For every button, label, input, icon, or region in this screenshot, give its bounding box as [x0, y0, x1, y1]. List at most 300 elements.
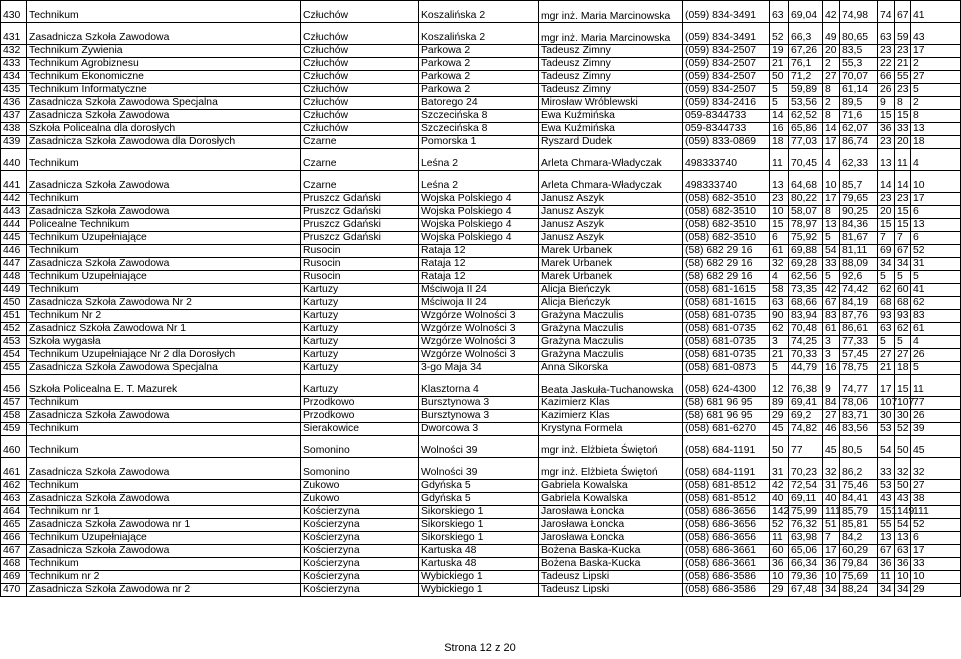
cell-value-1: 52	[770, 519, 789, 532]
cell-value-4: 86,2	[840, 458, 878, 480]
cell-school-name: Technikum nr 2	[27, 571, 301, 584]
cell-city: Człuchów	[301, 110, 419, 123]
cell-school-name: Technikum Nr 2	[27, 310, 301, 323]
table-row	[1, 149, 961, 171]
cell-director: Alicja Bieńczyk	[539, 297, 683, 310]
cell-value-6: 21	[895, 58, 911, 71]
cell-value-6: 93	[895, 310, 911, 323]
cell-school-name: Technikum nr 1	[27, 506, 301, 519]
cell-value-4: 83,71	[840, 410, 878, 423]
cell-school-name: Zasadnicza Szkoła Zawodowa	[27, 258, 301, 271]
cell-value-5: 63	[878, 23, 895, 45]
cell-row-number: 460	[1, 436, 27, 458]
cell-city: Kartuzy	[301, 362, 419, 375]
cell-value-3: 17	[823, 136, 840, 149]
cell-phone: (058) 681-6270	[683, 423, 770, 436]
cell-value-5: 5	[878, 271, 895, 284]
table-row	[1, 571, 961, 584]
cell-value-4: 74,42	[840, 284, 878, 297]
cell-school-name: Technikum	[27, 480, 301, 493]
table-row	[1, 71, 961, 84]
cell-director: Jarosława Łoncka	[539, 506, 683, 519]
cell-row-number: 466	[1, 532, 27, 545]
cell-phone: (058) 684-1191	[683, 458, 770, 480]
cell-director: Janusz Aszyk	[539, 219, 683, 232]
cell-value-4: 84,19	[840, 297, 878, 310]
cell-school-name: Zasadnicza Szkoła Zawodowa	[27, 171, 301, 193]
table-row	[1, 336, 961, 349]
cell-value-3: 33	[823, 258, 840, 271]
cell-phone: (059) 834-3491	[683, 1, 770, 23]
cell-director: Janusz Aszyk	[539, 232, 683, 245]
cell-value-6: 62	[895, 323, 911, 336]
cell-value-7: 18	[911, 136, 961, 149]
cell-director: Tadeusz Lipski	[539, 584, 683, 597]
cell-value-4: 87,76	[840, 310, 878, 323]
cell-value-4: 90,25	[840, 206, 878, 219]
cell-city: Żukowo	[301, 493, 419, 506]
cell-value-5: 17	[878, 375, 895, 397]
cell-city: Rusocin	[301, 271, 419, 284]
cell-value-1: 10	[770, 206, 789, 219]
cell-value-2: 62,56	[789, 271, 823, 284]
cell-value-3: 2	[823, 97, 840, 110]
cell-value-6: 10	[895, 571, 911, 584]
table-row	[1, 584, 961, 597]
cell-address: Parkowa 2	[419, 84, 539, 97]
cell-value-6: 8	[895, 97, 911, 110]
cell-phone: 059-8344733	[683, 123, 770, 136]
cell-row-number: 465	[1, 519, 27, 532]
cell-value-2: 69,88	[789, 245, 823, 258]
cell-value-7: 32	[911, 458, 961, 480]
cell-director: Grażyna Maczulis	[539, 349, 683, 362]
cell-value-1: 5	[770, 362, 789, 375]
cell-phone: (58) 681 96 95	[683, 410, 770, 423]
cell-value-5: 74	[878, 1, 895, 23]
cell-value-1: 18	[770, 136, 789, 149]
cell-address: Parkowa 2	[419, 71, 539, 84]
cell-value-2: 70,33	[789, 349, 823, 362]
cell-value-2: 62,52	[789, 110, 823, 123]
cell-director: Marek Urbanek	[539, 258, 683, 271]
cell-value-7: 61	[911, 323, 961, 336]
cell-value-3: 5	[823, 271, 840, 284]
cell-value-4: 88,09	[840, 258, 878, 271]
cell-value-2: 66,3	[789, 23, 823, 45]
cell-value-1: 50	[770, 436, 789, 458]
cell-value-3: 67	[823, 297, 840, 310]
cell-value-2: 74,25	[789, 336, 823, 349]
cell-phone: (059) 834-3491	[683, 23, 770, 45]
cell-value-1: 90	[770, 310, 789, 323]
cell-value-7: 13	[911, 123, 961, 136]
cell-school-name: Zasadnicza Szkoła Zawodowa nr 2	[27, 584, 301, 597]
cell-city: Przodkowo	[301, 410, 419, 423]
cell-value-5: 14	[878, 171, 895, 193]
cell-value-4: 85,81	[840, 519, 878, 532]
cell-value-7: 45	[911, 436, 961, 458]
cell-director: Tadeusz Zimny	[539, 84, 683, 97]
cell-value-1: 142	[770, 506, 789, 519]
cell-address: Szczecińska 8	[419, 123, 539, 136]
cell-value-1: 29	[770, 410, 789, 423]
cell-director: Kazimierz Klas	[539, 397, 683, 410]
cell-value-6: 15	[895, 110, 911, 123]
table-row	[1, 110, 961, 123]
cell-value-7: 41	[911, 1, 961, 23]
cell-address: Bursztynowa 3	[419, 397, 539, 410]
cell-value-6: 11	[895, 149, 911, 171]
cell-city: Kartuzy	[301, 284, 419, 297]
cell-city: Kościerzyna	[301, 545, 419, 558]
cell-value-4: 83,56	[840, 423, 878, 436]
cell-school-name: Technikum	[27, 1, 301, 23]
cell-value-3: 4	[823, 149, 840, 171]
cell-row-number: 456	[1, 375, 27, 397]
cell-school-name: Zasadnicza Szkoła Zawodowa Specjalna	[27, 362, 301, 375]
cell-value-7: 4	[911, 149, 961, 171]
table-row	[1, 171, 961, 193]
cell-address: Mściwoja II 24	[419, 297, 539, 310]
cell-row-number: 433	[1, 58, 27, 71]
cell-phone: (058) 686-3661	[683, 545, 770, 558]
cell-value-7: 33	[911, 558, 961, 571]
cell-value-6: 52	[895, 423, 911, 436]
cell-phone: (058) 681-0735	[683, 310, 770, 323]
cell-director: mgr inż. Elżbieta Świętoń	[539, 436, 683, 458]
cell-director: Jarosława Łoncka	[539, 519, 683, 532]
cell-value-5: 27	[878, 349, 895, 362]
cell-row-number: 435	[1, 84, 27, 97]
table-row	[1, 136, 961, 149]
cell-value-1: 45	[770, 423, 789, 436]
cell-director: Tadeusz Zimny	[539, 58, 683, 71]
cell-value-6: 149	[895, 506, 911, 519]
cell-value-1: 36	[770, 558, 789, 571]
cell-value-2: 76,32	[789, 519, 823, 532]
cell-value-4: 79,84	[840, 558, 878, 571]
cell-value-5: 69	[878, 245, 895, 258]
cell-school-name: Technikum Uzupełniające	[27, 532, 301, 545]
cell-value-3: 8	[823, 110, 840, 123]
cell-address: Wzgórze Wolności 3	[419, 323, 539, 336]
cell-city: Kartuzy	[301, 349, 419, 362]
cell-phone: (058) 686-3661	[683, 558, 770, 571]
table-row	[1, 271, 961, 284]
table-row	[1, 245, 961, 258]
cell-school-name: Szkoła Policealna dla dorosłych	[27, 123, 301, 136]
cell-city: Kościerzyna	[301, 506, 419, 519]
cell-value-2: 75,92	[789, 232, 823, 245]
cell-value-4: 88,24	[840, 584, 878, 597]
cell-value-5: 23	[878, 193, 895, 206]
cell-value-1: 29	[770, 584, 789, 597]
cell-value-3: 20	[823, 45, 840, 58]
cell-value-5: 22	[878, 58, 895, 71]
cell-value-7: 39	[911, 423, 961, 436]
table-row	[1, 123, 961, 136]
cell-school-name: Zasadnicza Szkoła Zawodowa nr 1	[27, 519, 301, 532]
cell-address: Wojska Polskiego 4	[419, 193, 539, 206]
cell-value-3: 3	[823, 349, 840, 362]
page-footer: Strona 12 z 20	[444, 642, 516, 654]
cell-city: Kościerzyna	[301, 571, 419, 584]
cell-value-7: 31	[911, 258, 961, 271]
cell-value-6: 59	[895, 23, 911, 45]
cell-value-5: 62	[878, 284, 895, 297]
cell-address: Koszalińska 2	[419, 23, 539, 45]
cell-value-1: 14	[770, 110, 789, 123]
cell-value-2: 77,03	[789, 136, 823, 149]
cell-phone: (58) 682 29 16	[683, 258, 770, 271]
cell-value-7: 38	[911, 493, 961, 506]
cell-value-7: 27	[911, 480, 961, 493]
table-row	[1, 84, 961, 97]
cell-value-1: 5	[770, 84, 789, 97]
cell-value-3: 17	[823, 193, 840, 206]
cell-value-5: 107	[878, 397, 895, 410]
cell-value-6: 63	[895, 545, 911, 558]
cell-value-6: 5	[895, 271, 911, 284]
cell-director: Krystyna Formela	[539, 423, 683, 436]
cell-director: Beata Jaskuła-Tuchanowska	[539, 375, 683, 397]
cell-city: Przodkowo	[301, 397, 419, 410]
cell-row-number: 430	[1, 1, 27, 23]
cell-value-6: 54	[895, 519, 911, 532]
cell-director: Gabriela Kowalska	[539, 480, 683, 493]
cell-value-5: 66	[878, 71, 895, 84]
cell-phone: (058) 686-3656	[683, 506, 770, 519]
cell-value-1: 19	[770, 45, 789, 58]
cell-value-2: 80,22	[789, 193, 823, 206]
cell-value-7: 10	[911, 171, 961, 193]
cell-value-4: 78,06	[840, 397, 878, 410]
table-row	[1, 362, 961, 375]
cell-value-2: 74,82	[789, 423, 823, 436]
cell-row-number: 455	[1, 362, 27, 375]
cell-value-7: 52	[911, 519, 961, 532]
cell-address: Parkowa 2	[419, 45, 539, 58]
cell-director: Arleta Chmara-Władyczak	[539, 149, 683, 171]
cell-row-number: 444	[1, 219, 27, 232]
cell-city: Kartuzy	[301, 336, 419, 349]
cell-value-2: 65,86	[789, 123, 823, 136]
cell-value-6: 34	[895, 258, 911, 271]
table-row	[1, 232, 961, 245]
cell-value-5: 23	[878, 136, 895, 149]
cell-phone: (058) 686-3586	[683, 584, 770, 597]
cell-row-number: 459	[1, 423, 27, 436]
table-row	[1, 258, 961, 271]
cell-row-number: 454	[1, 349, 27, 362]
cell-address: Wzgórze Wolności 3	[419, 310, 539, 323]
cell-city: Człuchów	[301, 1, 419, 23]
cell-value-3: 111	[823, 506, 840, 519]
cell-phone: (058) 681-0873	[683, 362, 770, 375]
cell-value-1: 50	[770, 71, 789, 84]
table-body	[1, 1, 961, 597]
cell-school-name: Zasadnicza Szkoła Zawodowa dla Dorosłych	[27, 136, 301, 149]
cell-value-7: 17	[911, 545, 961, 558]
cell-value-6: 23	[895, 45, 911, 58]
cell-phone: (058) 682-3510	[683, 206, 770, 219]
cell-phone: (058) 624-4300	[683, 375, 770, 397]
cell-value-5: 36	[878, 558, 895, 571]
cell-value-3: 84	[823, 397, 840, 410]
cell-value-4: 62,33	[840, 149, 878, 171]
table-row	[1, 423, 961, 436]
cell-value-4: 62,07	[840, 123, 878, 136]
cell-value-6: 7	[895, 232, 911, 245]
table-row	[1, 532, 961, 545]
cell-address: Wolności 39	[419, 458, 539, 480]
cell-school-name: Szkoła wygasła	[27, 336, 301, 349]
cell-value-3: 16	[823, 362, 840, 375]
cell-row-number: 450	[1, 297, 27, 310]
cell-address: Batorego 24	[419, 97, 539, 110]
cell-city: Człuchów	[301, 71, 419, 84]
cell-value-2: 67,48	[789, 584, 823, 597]
cell-value-5: 21	[878, 362, 895, 375]
cell-address: Wolności 39	[419, 436, 539, 458]
cell-value-3: 49	[823, 23, 840, 45]
cell-value-6: 18	[895, 362, 911, 375]
cell-school-name: Technikum Żywienia	[27, 45, 301, 58]
cell-value-7: 83	[911, 310, 961, 323]
cell-value-7: 13	[911, 219, 961, 232]
cell-phone: (58) 682 29 16	[683, 245, 770, 258]
cell-row-number: 436	[1, 97, 27, 110]
cell-value-3: 14	[823, 123, 840, 136]
cell-director: Janusz Aszyk	[539, 206, 683, 219]
cell-value-4: 86,74	[840, 136, 878, 149]
cell-address: Wojska Polskiego 4	[419, 206, 539, 219]
cell-phone: 498333740	[683, 171, 770, 193]
cell-value-7: 5	[911, 84, 961, 97]
cell-phone: (059) 834-2507	[683, 45, 770, 58]
cell-row-number: 432	[1, 45, 27, 58]
cell-value-2: 70,23	[789, 458, 823, 480]
cell-value-3: 61	[823, 323, 840, 336]
cell-value-3: 45	[823, 436, 840, 458]
cell-value-6: 30	[895, 410, 911, 423]
cell-value-4: 61,14	[840, 84, 878, 97]
cell-value-3: 83	[823, 310, 840, 323]
cell-address: Leśna 2	[419, 149, 539, 171]
cell-city: Kartuzy	[301, 375, 419, 397]
cell-value-5: 63	[878, 323, 895, 336]
cell-row-number: 469	[1, 571, 27, 584]
cell-value-3: 8	[823, 84, 840, 97]
table-row	[1, 193, 961, 206]
cell-city: Sierakowice	[301, 423, 419, 436]
cell-value-6: 20	[895, 136, 911, 149]
cell-row-number: 470	[1, 584, 27, 597]
cell-address: Szczecińska 8	[419, 110, 539, 123]
cell-value-3: 46	[823, 423, 840, 436]
cell-row-number: 468	[1, 558, 27, 571]
cell-value-3: 10	[823, 571, 840, 584]
cell-school-name: Zasadnicza Szkoła Zawodowa Specjalna	[27, 97, 301, 110]
cell-school-name: Technikum	[27, 397, 301, 410]
table-row	[1, 506, 961, 519]
cell-value-3: 31	[823, 480, 840, 493]
cell-phone: (058) 681-0735	[683, 349, 770, 362]
cell-school-name: Technikum	[27, 558, 301, 571]
cell-address: Sikorskiego 1	[419, 506, 539, 519]
cell-phone: (058) 686-3656	[683, 519, 770, 532]
cell-value-3: 2	[823, 58, 840, 71]
cell-address: Wzgórze Wolności 3	[419, 336, 539, 349]
cell-value-6: 5	[895, 336, 911, 349]
cell-value-2: 69,2	[789, 410, 823, 423]
cell-value-1: 63	[770, 1, 789, 23]
cell-value-3: 54	[823, 245, 840, 258]
table-row	[1, 58, 961, 71]
cell-value-2: 65,06	[789, 545, 823, 558]
cell-city: Kartuzy	[301, 323, 419, 336]
cell-value-4: 75,69	[840, 571, 878, 584]
cell-value-1: 52	[770, 23, 789, 45]
cell-director: Tadeusz Lipski	[539, 571, 683, 584]
cell-value-2: 73,35	[789, 284, 823, 297]
cell-phone: (058) 681-0735	[683, 323, 770, 336]
cell-phone: (059) 834-2416	[683, 97, 770, 110]
cell-row-number: 438	[1, 123, 27, 136]
cell-value-2: 59,89	[789, 84, 823, 97]
cell-value-5: 13	[878, 149, 895, 171]
cell-city: Pruszcz Gdański	[301, 232, 419, 245]
cell-value-6: 15	[895, 375, 911, 397]
table-row	[1, 97, 961, 110]
cell-school-name: Technikum Ekonomiczne	[27, 71, 301, 84]
cell-school-name: Zasadnicza Szkoła Zawodowa	[27, 410, 301, 423]
cell-value-4: 81,67	[840, 232, 878, 245]
cell-row-number: 463	[1, 493, 27, 506]
cell-value-4: 79,65	[840, 193, 878, 206]
cell-value-7: 6	[911, 532, 961, 545]
cell-school-name: Technikum Uzupełniające	[27, 232, 301, 245]
cell-address: Rataja 12	[419, 271, 539, 284]
cell-value-5: 20	[878, 206, 895, 219]
cell-city: Kościerzyna	[301, 532, 419, 545]
cell-value-3: 42	[823, 1, 840, 23]
cell-row-number: 457	[1, 397, 27, 410]
cell-director: Anna Sikorska	[539, 362, 683, 375]
cell-value-5: 54	[878, 436, 895, 458]
cell-value-4: 89,5	[840, 97, 878, 110]
cell-director: Ewa Kuźmińska	[539, 123, 683, 136]
cell-value-3: 7	[823, 532, 840, 545]
cell-value-1: 89	[770, 397, 789, 410]
cell-school-name: Technikum	[27, 149, 301, 171]
cell-director: Grażyna Maczulis	[539, 310, 683, 323]
cell-value-7: 52	[911, 245, 961, 258]
cell-value-4: 80,5	[840, 436, 878, 458]
cell-value-1: 62	[770, 323, 789, 336]
cell-value-4: 74,77	[840, 375, 878, 397]
cell-value-7: 77	[911, 397, 961, 410]
cell-phone: (058) 682-3510	[683, 232, 770, 245]
cell-value-5: 26	[878, 84, 895, 97]
cell-phone: (058) 682-3510	[683, 193, 770, 206]
cell-city: Kościerzyna	[301, 519, 419, 532]
table-row	[1, 397, 961, 410]
cell-phone: 059-8344733	[683, 110, 770, 123]
cell-address: Wzgórze Wolności 3	[419, 349, 539, 362]
cell-value-5: 13	[878, 532, 895, 545]
